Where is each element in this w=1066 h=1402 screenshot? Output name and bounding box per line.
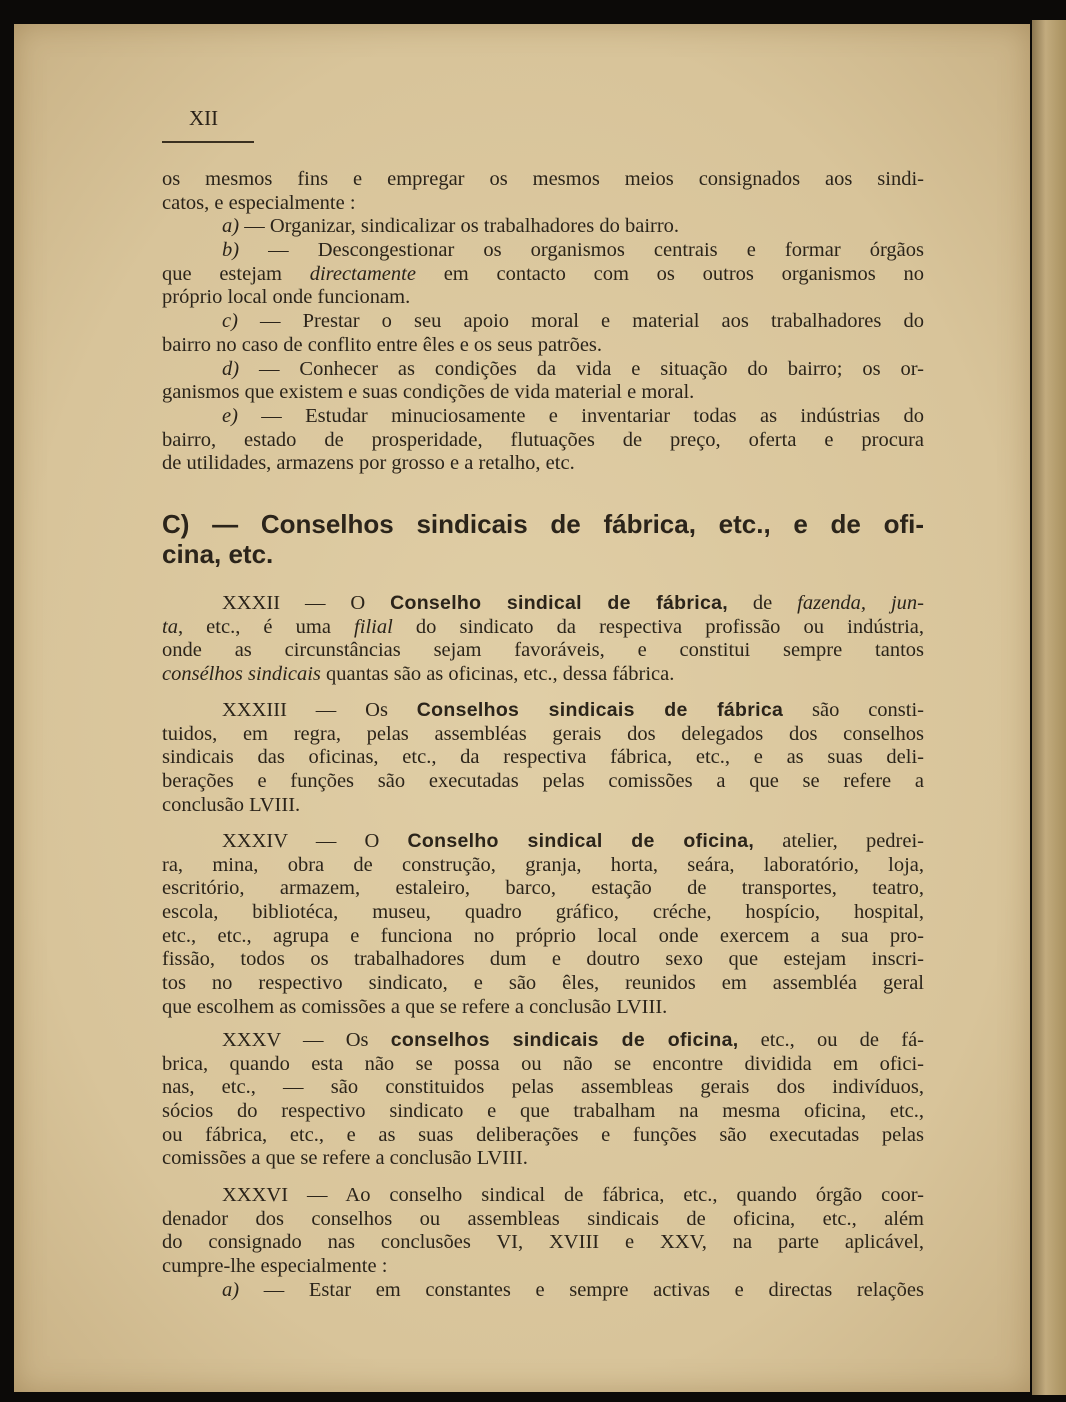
- text-run: etc., etc., agrupa e funciona no próprio local onde exercem a sua pro-: [162, 924, 924, 947]
- text-run: comissões a que se refere a conclusão LVIII.: [162, 1147, 528, 1170]
- text-run: escola, bibliotéca, museu, quadro gráfico, créche, hospício, hospital,: [162, 901, 924, 924]
- bold-term: Conselhos sindicais de fábrica: [416, 699, 784, 721]
- text-run: XXXVI — Ao conselho sindical de fábrica, etc., quando órgão coor-: [222, 1184, 924, 1206]
- text-line: [162, 1231, 924, 1255]
- text-line: [162, 168, 924, 192]
- text-run: quantas são as oficinas, etc., dessa fábrica.: [320, 663, 675, 686]
- text-run: os mesmos fins e empregar os mesmos meios consignados aos sindi-: [162, 168, 924, 190]
- text-paragraph-block: [162, 830, 924, 1020]
- text-line: [162, 192, 924, 216]
- italic-text: d): [222, 357, 240, 380]
- italic-text: ta: [162, 615, 178, 638]
- text-run: cumpre-lhe especialmente :: [162, 1255, 388, 1278]
- text-run: brica, quando esta não se possa ou não se encontre dividida em ofici-: [162, 1052, 924, 1075]
- bold-term: Conselho sindical de fábrica,: [390, 592, 728, 614]
- text-run: XXXIV — O: [222, 830, 408, 852]
- text-run: que escolhem as comissões a que se refere a conclusão LVIII.: [162, 995, 668, 1018]
- text-run: XXXIII — Os: [222, 699, 417, 721]
- text-run: fissão, todos os trabalhadores dum e doutro sexo que estejam inscri-: [162, 948, 924, 971]
- text-line: [162, 830, 924, 854]
- text-line: [162, 1053, 924, 1077]
- text-line: [162, 663, 924, 687]
- text-line: [162, 1147, 924, 1171]
- text-run: ou fábrica, etc., e as suas deliberações e funções são executadas pelas: [162, 1123, 924, 1146]
- italic-text: a): [222, 215, 240, 238]
- text-line: [162, 334, 924, 358]
- text-run: que estejam: [162, 262, 310, 285]
- text-line: [162, 1124, 924, 1148]
- section-heading: [162, 509, 924, 569]
- text-line: [162, 310, 924, 334]
- text-line: [162, 405, 924, 429]
- text-run: XXXII — O: [222, 592, 391, 614]
- text-line: [162, 746, 924, 770]
- text-run: onde as circunstâncias sejam favoráveis, e constitui sempre tantos: [162, 639, 924, 662]
- text-line: [162, 1100, 924, 1124]
- italic-text: c): [222, 310, 238, 333]
- text-line: [162, 770, 924, 794]
- text-line: [162, 948, 924, 972]
- italic-text: b): [222, 239, 240, 262]
- text-run: — Estar em constantes e sempre activas e directas relações: [239, 1278, 924, 1301]
- text-line: [162, 452, 924, 476]
- text-run: , etc., é uma: [177, 615, 355, 638]
- text-run: etc., ou de fá-: [738, 1029, 924, 1051]
- text-line: [162, 1279, 924, 1303]
- italic-text: consélhos sindicais: [162, 663, 321, 686]
- text-line: [162, 723, 924, 747]
- text-run: de: [727, 592, 798, 614]
- text-line: [162, 794, 924, 818]
- text-run: são consti-: [783, 699, 925, 721]
- text-run: berações e funções são executadas pelas comissões a que se refere a: [162, 770, 924, 793]
- text-run: em contacto com os outros organismos no: [415, 262, 924, 285]
- text-line: [162, 616, 924, 640]
- text-line: [162, 592, 924, 616]
- text-run: bairro, estado de prosperidade, flutuações de preço, oferta e procura: [162, 428, 924, 451]
- italic-text: e): [222, 404, 238, 427]
- text-run: ra, mina, obra de construção, granja, horta, seára, laboratório, loja,: [162, 853, 924, 876]
- text-line: [162, 854, 924, 878]
- text-run: XXXV — Os: [222, 1029, 391, 1051]
- text-run: tuidos, em regra, pelas assembléas gerais dos delegados dos conselhos: [162, 722, 924, 745]
- text-line: [162, 639, 924, 663]
- heading-line: C) — Conselhos sindicais de fábrica, etc., e de ofi-: [162, 509, 924, 539]
- text-run: escritório, armazem, estaleiro, barco, estação de transportes, teatro,: [162, 877, 924, 900]
- italic-text: filial: [354, 615, 393, 638]
- text-paragraph-block: [162, 592, 924, 687]
- text-line: [162, 358, 924, 382]
- text-run: tos no respectivo sindicato, e são êles, reunidos em assembléa geral: [162, 972, 924, 995]
- text-run: do consignado nas conclusões VI, XVIII e XXV, na parte aplicável,: [162, 1231, 924, 1254]
- text-line: [162, 1208, 924, 1232]
- italic-text: directamente: [309, 262, 416, 285]
- text-line: [162, 215, 924, 239]
- text-line: [162, 1184, 924, 1208]
- text-paragraph-block: [162, 699, 924, 817]
- text-line: [162, 925, 924, 949]
- text-paragraph-block: [162, 1029, 924, 1171]
- header-rule: [162, 141, 254, 143]
- text-line: [162, 429, 924, 453]
- text-run: sócios do respectivo sindicato e que trabalham na mesma oficina, etc.,: [162, 1100, 924, 1123]
- text-line: [162, 263, 924, 287]
- text-run: do sindicato da respectiva profissão ou indústria,: [392, 615, 924, 638]
- text-run: de utilidades, armazens por grosso e a retalho, etc.: [162, 452, 575, 475]
- text-line: [162, 972, 924, 996]
- heading-line: cina, etc.: [162, 539, 274, 569]
- text-run: — Descongestionar os organismos centrais e formar órgãos: [239, 239, 924, 262]
- text-paragraph-block: [162, 1184, 924, 1302]
- text-run: — Conhecer as condições da vida e situação do bairro; os or-: [239, 357, 924, 380]
- italic-text: a): [222, 1278, 240, 1301]
- text-run: próprio local onde funcionam.: [162, 286, 411, 309]
- text-line: [162, 1076, 924, 1100]
- text-run: nas, etc., — são constituidos pelas assembleas gerais dos indivíduos,: [162, 1076, 924, 1099]
- text-line: [162, 1255, 924, 1279]
- text-line: [162, 239, 924, 263]
- text-line: [162, 381, 924, 405]
- text-line: [162, 1029, 924, 1053]
- text-run: sindicais das oficinas, etc., da respectiva fábrica, etc., e as suas deli-: [162, 746, 924, 769]
- page-number: XII: [189, 106, 219, 130]
- text-line: [162, 901, 924, 925]
- bold-term: Conselho sindical de oficina,: [407, 830, 755, 852]
- text-run: conclusão LVIII.: [162, 793, 301, 816]
- text-run: atelier, pedrei-: [754, 830, 925, 852]
- text-run: catos, e especialmente :: [162, 191, 356, 214]
- text-paragraph-block: [162, 168, 924, 476]
- bold-term: conselhos sindicais de oficina,: [390, 1029, 739, 1051]
- adjacent-page-edge: [1032, 20, 1066, 1395]
- text-line: [162, 877, 924, 901]
- italic-text: fazenda, jun-: [797, 592, 924, 614]
- text-line: [162, 699, 924, 723]
- text-run: — Organizar, sindicalizar os trabalhadores do bairro.: [239, 215, 680, 238]
- text-run: ganismos que existem e suas condições de vida material e moral.: [162, 381, 695, 404]
- text-run: — Estudar minuciosamente e inventariar todas as indústrias do: [237, 404, 924, 427]
- text-run: — Prestar o seu apoio moral e material aos trabalhadores do: [237, 310, 924, 333]
- text-run: denador dos conselhos ou assembleas sindicais de oficina, etc., além: [162, 1207, 924, 1230]
- text-run: bairro no caso de conflito entre êles e os seus patrões.: [162, 333, 603, 356]
- text-line: [162, 286, 924, 310]
- text-line: [162, 996, 924, 1020]
